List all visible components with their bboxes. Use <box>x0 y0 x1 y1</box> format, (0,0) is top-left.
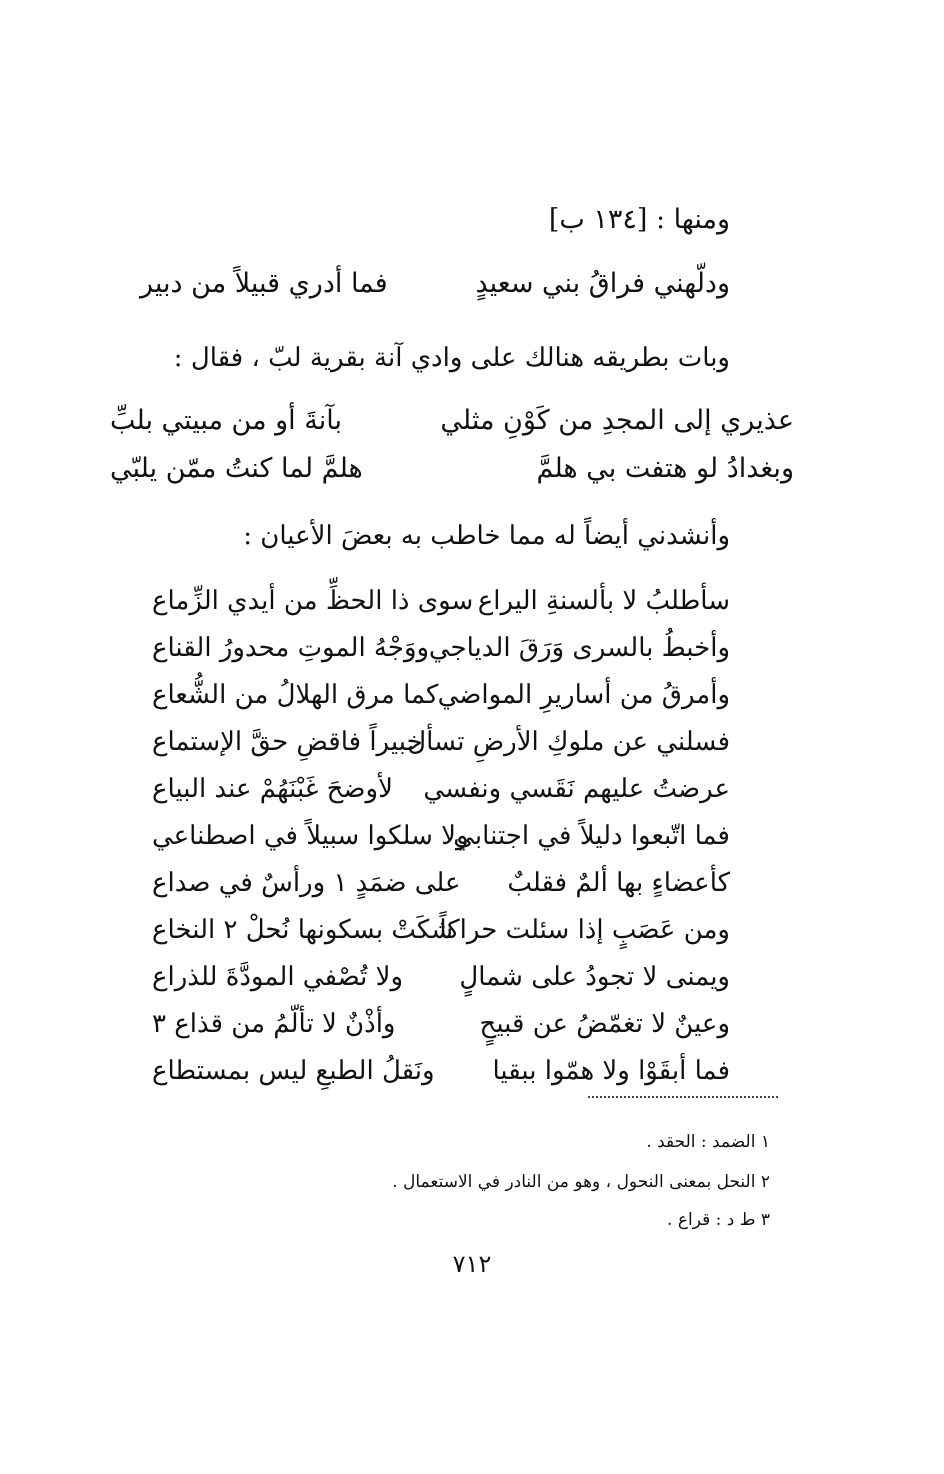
poem-b-line <box>100 1050 730 1092</box>
poem-b-first-hemistich: سأطلبُ لا بألسنةِ اليراع <box>477 586 730 616</box>
poem-a-second-hemistich: بآنةَ أو من مبيتي بلبِّ <box>110 405 342 436</box>
poem-b-second-hemistich: وأذْنٌ لا تألّمُ من قذاع ٣ <box>152 1009 396 1039</box>
intro-verse-second-hemistich: فما أدري قبيلاً من دبير <box>140 268 388 299</box>
poem-a-first-hemistich: عذيري إلى المجدِ من كَوْنِ مثلي <box>440 405 794 436</box>
poem-b-first-hemistich: كأعضاءٍ بها ألمٌ فقلبٌ <box>507 868 730 898</box>
poem-b-intro: وأنشدني أيضاً له مما خاطب به بعضَ الأعيان : <box>243 521 730 551</box>
poem-b-first-hemistich: فما اتّبعوا دليلاً في اجتنابي <box>453 821 730 851</box>
poem-b-line <box>100 674 730 716</box>
footnote: ٣ ط د : قراع . <box>667 1210 770 1230</box>
poem-b-first-hemistich: فسلني عن ملوكِ الأرضِ تسأل <box>407 727 730 757</box>
poem-a-first-hemistich: وبغدادُ لو هتفت بي هلمَّ <box>536 453 794 484</box>
footnote: ١ الضمد : الحقد . <box>646 1132 770 1152</box>
poem-b-line <box>100 580 730 622</box>
poem-b-second-hemistich: ووَجْهُ الموتِ محدورُ القناع <box>152 633 430 663</box>
page-number: ٧١٢ <box>452 1250 492 1278</box>
poem-b-first-hemistich: ويمنى لا تجودُ على شمالٍ <box>459 962 730 992</box>
poem-a-line <box>110 400 794 442</box>
intro-verse <box>140 268 730 312</box>
poem-b-line <box>100 862 730 904</box>
poem-b-first-hemistich: وأمرقُ من أساريرِ المواضي <box>437 680 730 710</box>
poem-a-second-hemistich: هلمَّ لما كنتُ ممّن يلبّي <box>110 453 363 484</box>
poem-b-second-hemistich: كما مرق الهلالُ من الشُّعاع <box>152 680 439 710</box>
footnote: ٢ النحل بمعنى النحول ، وهو من النادر في الاستعمال . <box>392 1172 770 1192</box>
poem-b-second-hemistich: ولا سلكوا سبيلاً في اصطناعي <box>152 821 469 851</box>
poem-b-second-hemistich: لأوضحَ غَبْنَهُمْ عند البياع <box>152 774 393 804</box>
poem-b-line <box>100 956 730 998</box>
section-heading: ومنها : [١٣٤ ب] <box>548 204 730 235</box>
poem-b-second-hemistich: ولا تُصْفي المودَّةَ للذراع <box>152 962 404 992</box>
poem-b-second-hemistich: ونَقلُ الطبعِ ليس بمستطاع <box>152 1056 435 1086</box>
poem-b-second-hemistich: سوى ذا الحظِّ من أيدي الزِّماع <box>152 586 474 616</box>
poem-b-line <box>100 627 730 669</box>
poem-b-first-hemistich: وأخبطُ بالسرى وَرَقَ الدياجي <box>428 633 730 663</box>
poem-b-first-hemistich: وعينٌ لا تغمّضُ عن قبيحٍ <box>479 1009 730 1039</box>
poem-b-second-hemistich: شكَتْ بسكونها نُحلْ ٢ النخاع <box>152 915 453 945</box>
poem-b-first-hemistich: عرضتُ عليهم نَقَسي ونفسي <box>423 774 730 804</box>
poem-b-line <box>100 721 730 763</box>
poem-a-line <box>110 448 794 490</box>
poem-b-line <box>100 1003 730 1045</box>
footnote-separator <box>588 1096 778 1098</box>
poem-b-second-hemistich: على ضمَدٍ ١ ورأسٌ في صداع <box>152 868 461 898</box>
poem-b-line <box>100 768 730 810</box>
intro-verse-first-hemistich: ودلّهني فراقُ بني سعيدٍ <box>475 268 730 299</box>
poem-b-line <box>100 909 730 951</box>
poem-b-line <box>100 815 730 857</box>
poem-b-first-hemistich: فما أبقَوْا ولا همّوا ببقيا <box>492 1056 730 1086</box>
poem-b-second-hemistich: خبيراً فاقضِ حقَّ الإستماع <box>152 727 423 757</box>
poem-b-first-hemistich: ومن عَصَبٍ إذا سئلت حراكاً <box>439 915 730 945</box>
narrative-paragraph: وبات بطريقه هنالك على وادي آنة بقرية لبّ ، فقال : <box>173 343 730 373</box>
